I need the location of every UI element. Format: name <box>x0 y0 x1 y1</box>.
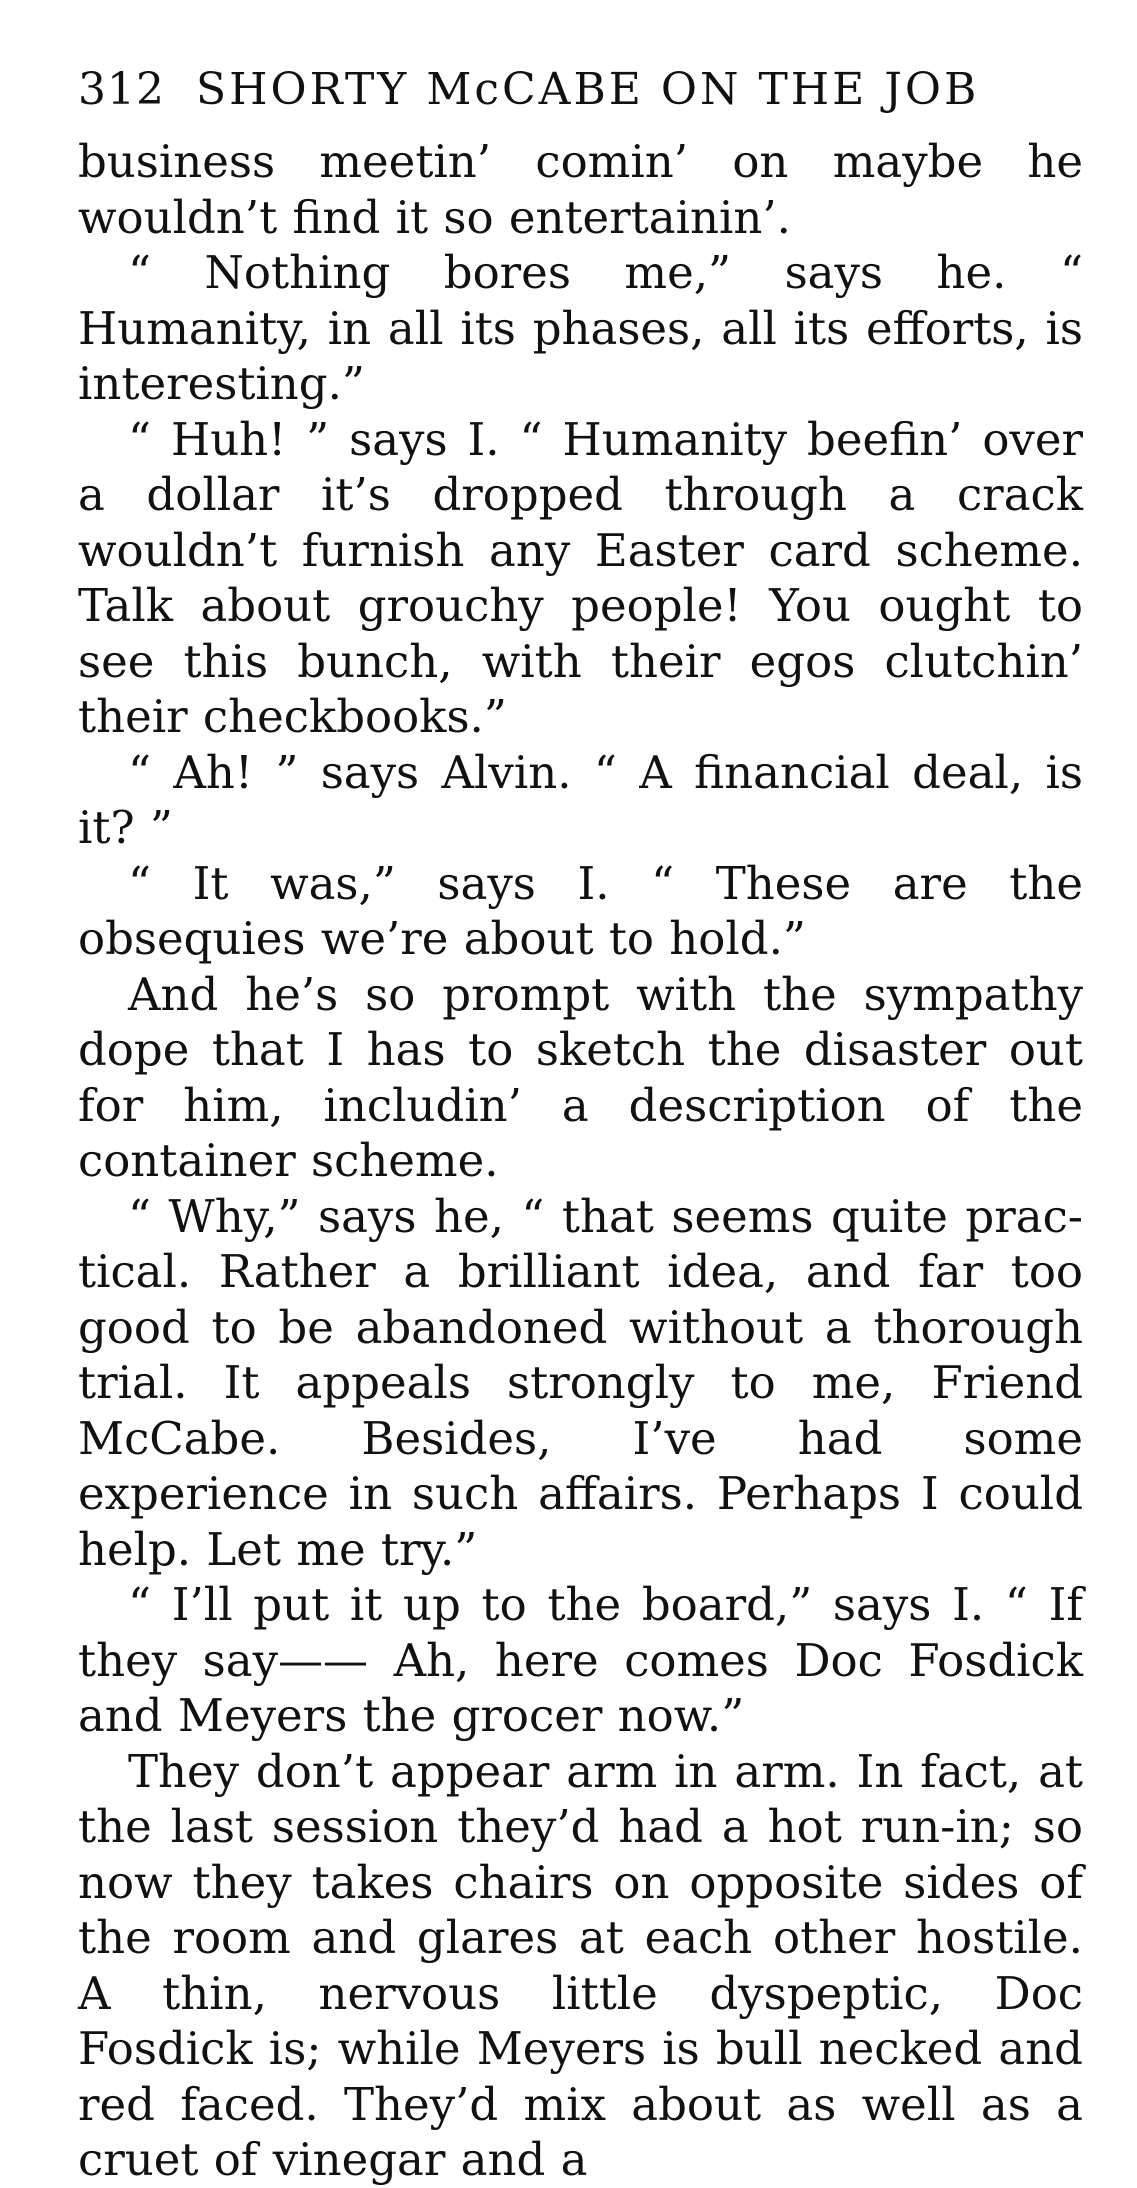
running-head: SHORTY McCABE ON THE JOB <box>196 64 980 115</box>
body-text <box>78 134 1083 2188</box>
paragraph: They don’t appear arm in arm. In fact, at the last session they’d had a hot run-in; so now they takes chairs on opposite sides of the room and glares at each other hostile. A thin, nervous little dyspeptic, Doc Fosdick is; while Meyers is bull necked and red faced. They’d mix about as well as a cruet of vinegar and a <box>78 1744 1083 2186</box>
paragraph: And he’s so prompt with the sympathy dope that I has to sketch the disaster out for him, includin’ a description of the container scheme. <box>78 967 1083 1187</box>
paragraph: “ Huh! ” says I. “ Humanity beefin’ over a dollar it’s dropped through a crack wouldn’t furnish any Easter card scheme. Talk about grouchy people! You ought to see this bunch, with their egos clutchin’ their checkbooks.” <box>78 412 1083 743</box>
paragraph: “ It was,” says I. “ These are the obsequies we’re about to hold.” <box>78 856 1083 965</box>
paragraph: “ I’ll put it up to the board,” says I. “ If they say—— Ah, here comes Doc Fosdick and Meyers the grocer now.” <box>78 1578 1083 1742</box>
paragraph: “ Nothing bores me,” says he. “ Humanity, in all its phases, all its efforts, is interesting.” <box>78 246 1083 410</box>
paragraph: “ Ah! ” says Alvin. “ A financial deal, is it? ” <box>78 745 1083 854</box>
book-page <box>78 54 1083 2188</box>
page-header <box>78 54 1083 126</box>
page-number: 312 <box>78 64 165 115</box>
paragraph: business meetin’ comin’ on maybe he wouldn’t find it so entertainin’. <box>78 135 1083 244</box>
paragraph: “ Why,” says he, “ that seems quite practical. Rather a brilliant idea, and far too good to be abandoned without a thorough trial. It appeals strongly to me, Friend McCabe. Besides, I’ve had some experience in such affairs. Perhaps I could help. Let me try.” <box>78 1189 1083 1576</box>
